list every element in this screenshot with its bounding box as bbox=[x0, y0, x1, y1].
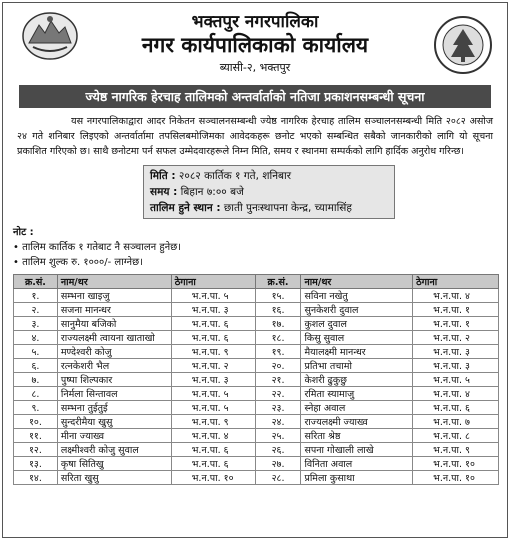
name-cell: राज्यलक्ष्मी त्वायना खाताखो bbox=[57, 331, 171, 345]
table-row bbox=[14, 387, 499, 401]
office-address: ब्यासी-२, भक्तपुर bbox=[219, 61, 291, 74]
date-row bbox=[150, 168, 388, 184]
serial-cell: १४. bbox=[14, 471, 58, 485]
serial-cell: १७. bbox=[255, 317, 301, 331]
name-cell: राज्यलक्ष्मी ज्याख्व bbox=[301, 415, 413, 429]
col-header-address: ठेगाना bbox=[171, 275, 255, 289]
address-cell: भ.न.पा. ४ bbox=[413, 289, 499, 303]
time-row bbox=[150, 184, 388, 200]
address-cell: भ.न.पा. ५ bbox=[171, 401, 255, 415]
address-cell: भ.न.पा. ७ bbox=[413, 415, 499, 429]
address-cell: भ.न.पा. ५ bbox=[171, 387, 255, 401]
address-cell: भ.न.पा. ६ bbox=[171, 317, 255, 331]
address-cell: भ.न.पा. ६ bbox=[413, 401, 499, 415]
serial-cell: २२. bbox=[255, 387, 301, 401]
time-value: बिहान ७:०० बजे bbox=[180, 186, 244, 198]
note-item: • तालिम कार्तिक १ गतेबाट नै सञ्चालन हुनेछ। bbox=[13, 242, 182, 253]
col-header-address: ठेगाना bbox=[413, 275, 499, 289]
name-cell: स्नेहा अवाल bbox=[301, 401, 413, 415]
place-label: तालिम हुने स्थान : bbox=[150, 202, 221, 214]
name-cell: केशरी ढुकुछु bbox=[301, 373, 413, 387]
name-cell: सपना गोखाली लाखे bbox=[301, 443, 413, 457]
municipality-logo-icon bbox=[433, 15, 493, 75]
name-cell: सजना मानन्धर bbox=[57, 303, 171, 317]
address-cell: भ.न.पा. १ bbox=[413, 303, 499, 317]
table-row bbox=[14, 303, 499, 317]
name-cell: पुष्पा शिल्पकार bbox=[57, 373, 171, 387]
address-cell: भ.न.पा. १० bbox=[413, 471, 499, 485]
time-label: समय : bbox=[150, 186, 178, 198]
name-cell: मण्देश्वरी कोजु bbox=[57, 345, 171, 359]
name-cell: सुन्दरीमैया खुसु bbox=[57, 415, 171, 429]
name-cell: मीना ज्याख्व bbox=[57, 429, 171, 443]
address-cell: भ.न.पा. २ bbox=[171, 359, 255, 373]
name-cell: सम्भना खाइजु bbox=[57, 289, 171, 303]
name-cell: लक्ष्मीश्वरी कोजु सुवाल bbox=[57, 443, 171, 457]
table-row bbox=[14, 317, 499, 331]
table-row bbox=[14, 331, 499, 345]
serial-cell: ८. bbox=[14, 387, 58, 401]
address-cell: भ.न.पा. ५ bbox=[171, 289, 255, 303]
serial-cell: २. bbox=[14, 303, 58, 317]
name-cell: कृषा सितिखु bbox=[57, 457, 171, 471]
col-header-serial: क्र.सं. bbox=[14, 275, 58, 289]
address-cell: भ.न.पा. १० bbox=[171, 471, 255, 485]
address-cell: भ.न.पा. ४ bbox=[171, 429, 255, 443]
address-cell: भ.न.पा. ३ bbox=[413, 345, 499, 359]
note-item: • तालिम शुल्क रु. १०००/- लाग्नेछ। bbox=[13, 257, 143, 268]
date-label: मिति : bbox=[150, 170, 176, 182]
serial-cell: ७. bbox=[14, 373, 58, 387]
serial-cell: २५. bbox=[255, 429, 301, 443]
table-row bbox=[14, 289, 499, 303]
serial-cell: २६. bbox=[255, 443, 301, 457]
notice-body: यस नगरपालिकाद्वारा आदर निकेतन सञ्चालनसम्बन्धी ज्येष्ठ नागरिक हेरचाह तालिम सञ्चालनसम्बन्धी मिति २०८२ असोज २४ गते शनिबार लिइएको अन्तर्वार्तामा तपसिलबमोजिमका आवेदकहरू छनोट भएको सम्बन्धित सबैको जानकारीको लागि यो सूचना प्रकाशित गरिएको छ। साथै छनोटमा पर्न सफल उम्मेदवारहरूले निम्न मिति, समय र स्थानमा सम्पर्कको लागि हार्दिक अनुरोध गरिन्छ। bbox=[17, 116, 493, 157]
name-cell: सुनकेशरी दुवाल bbox=[301, 303, 413, 317]
table-row bbox=[14, 443, 499, 457]
serial-cell: २३. bbox=[255, 401, 301, 415]
address-cell: भ.न.पा. १० bbox=[413, 457, 499, 471]
col-header-name: नाम/थर bbox=[301, 275, 413, 289]
notice-title: ज्येष्ठ नागरिक हेरचाह तालिमको अन्तर्वार्ताको नतिजा प्रकाशनसम्बन्धी सूचना bbox=[19, 85, 491, 108]
address-cell: भ.न.पा. ९ bbox=[171, 415, 255, 429]
serial-cell: २८. bbox=[255, 471, 301, 485]
table-row bbox=[14, 429, 499, 443]
schedule-box bbox=[143, 165, 395, 219]
office-name: नगर कार्यपालिकाको कार्यालय bbox=[141, 33, 369, 57]
serial-cell: ४. bbox=[14, 331, 58, 345]
name-cell: किसु सुवाल bbox=[301, 331, 413, 345]
name-cell: सम्भना तुईतुई bbox=[57, 401, 171, 415]
address-cell: भ.न.पा. ६ bbox=[171, 457, 255, 471]
name-cell: निर्मला सिन्तावल bbox=[57, 387, 171, 401]
table-row bbox=[14, 401, 499, 415]
date-value: २०८२ कार्तिक १ गते, शनिबार bbox=[178, 170, 292, 182]
name-cell: रमिता स्यामाजु bbox=[301, 387, 413, 401]
selected-candidates-table bbox=[13, 274, 499, 485]
table-row bbox=[14, 345, 499, 359]
name-cell: प्रमिला कुसाथा bbox=[301, 471, 413, 485]
name-cell: प्रतिभा तचामो bbox=[301, 359, 413, 373]
table-row bbox=[14, 373, 499, 387]
table-header-row bbox=[14, 275, 499, 289]
table-row bbox=[14, 471, 499, 485]
name-cell: सरिता खुसु bbox=[57, 471, 171, 485]
serial-cell: १०. bbox=[14, 415, 58, 429]
serial-cell: १९. bbox=[255, 345, 301, 359]
serial-cell: ५. bbox=[14, 345, 58, 359]
table-row bbox=[14, 415, 499, 429]
name-cell: विनिता अवाल bbox=[301, 457, 413, 471]
name-cell: सविना नखेतु bbox=[301, 289, 413, 303]
address-cell: भ.न.पा. २ bbox=[413, 331, 499, 345]
place-value: छाती पुनःस्थापना केन्द्र, च्यामासिंह bbox=[223, 202, 352, 214]
serial-cell: १६. bbox=[255, 303, 301, 317]
letterhead bbox=[3, 3, 507, 81]
col-header-name: नाम/थर bbox=[57, 275, 171, 289]
note-title: नोट : bbox=[13, 227, 34, 238]
name-cell: रत्नकेशरी भैल bbox=[57, 359, 171, 373]
table-row bbox=[14, 359, 499, 373]
table-row bbox=[14, 457, 499, 471]
serial-cell: १५. bbox=[255, 289, 301, 303]
name-cell: सानुमैया बजिको bbox=[57, 317, 171, 331]
place-row bbox=[150, 200, 388, 216]
address-cell: भ.न.पा. ५ bbox=[413, 373, 499, 387]
serial-cell: ६. bbox=[14, 359, 58, 373]
address-cell: भ.न.पा. ३ bbox=[171, 373, 255, 387]
name-cell: सरिता श्रेष्ठ bbox=[301, 429, 413, 443]
serial-cell: ९. bbox=[14, 401, 58, 415]
serial-cell: २७. bbox=[255, 457, 301, 471]
serial-cell: १३. bbox=[14, 457, 58, 471]
note-section bbox=[13, 225, 497, 270]
address-cell: भ.न.पा. ९ bbox=[413, 443, 499, 457]
address-cell: भ.न.पा. ८ bbox=[413, 429, 499, 443]
address-cell: भ.न.पा. १ bbox=[413, 317, 499, 331]
serial-cell: २१. bbox=[255, 373, 301, 387]
name-cell: मैयालक्ष्मी मानन्धर bbox=[301, 345, 413, 359]
serial-cell: १८. bbox=[255, 331, 301, 345]
address-cell: भ.न.पा. ४ bbox=[413, 387, 499, 401]
serial-cell: १२. bbox=[14, 443, 58, 457]
municipality-name: भक्तपुर नगरपालिका bbox=[191, 12, 319, 32]
serial-cell: २४. bbox=[255, 415, 301, 429]
serial-cell: ११. bbox=[14, 429, 58, 443]
address-cell: भ.न.पा. ९ bbox=[171, 345, 255, 359]
serial-cell: २०. bbox=[255, 359, 301, 373]
col-header-serial: क्र.सं. bbox=[255, 275, 301, 289]
name-cell: कुशल दुवाल bbox=[301, 317, 413, 331]
address-cell: भ.न.पा. ६ bbox=[171, 443, 255, 457]
serial-cell: ३. bbox=[14, 317, 58, 331]
serial-cell: १. bbox=[14, 289, 58, 303]
address-cell: भ.न.पा. ३ bbox=[413, 359, 499, 373]
address-cell: भ.न.पा. ३ bbox=[171, 303, 255, 317]
notice-page bbox=[2, 2, 508, 538]
address-cell: भ.न.पा. ६ bbox=[171, 331, 255, 345]
